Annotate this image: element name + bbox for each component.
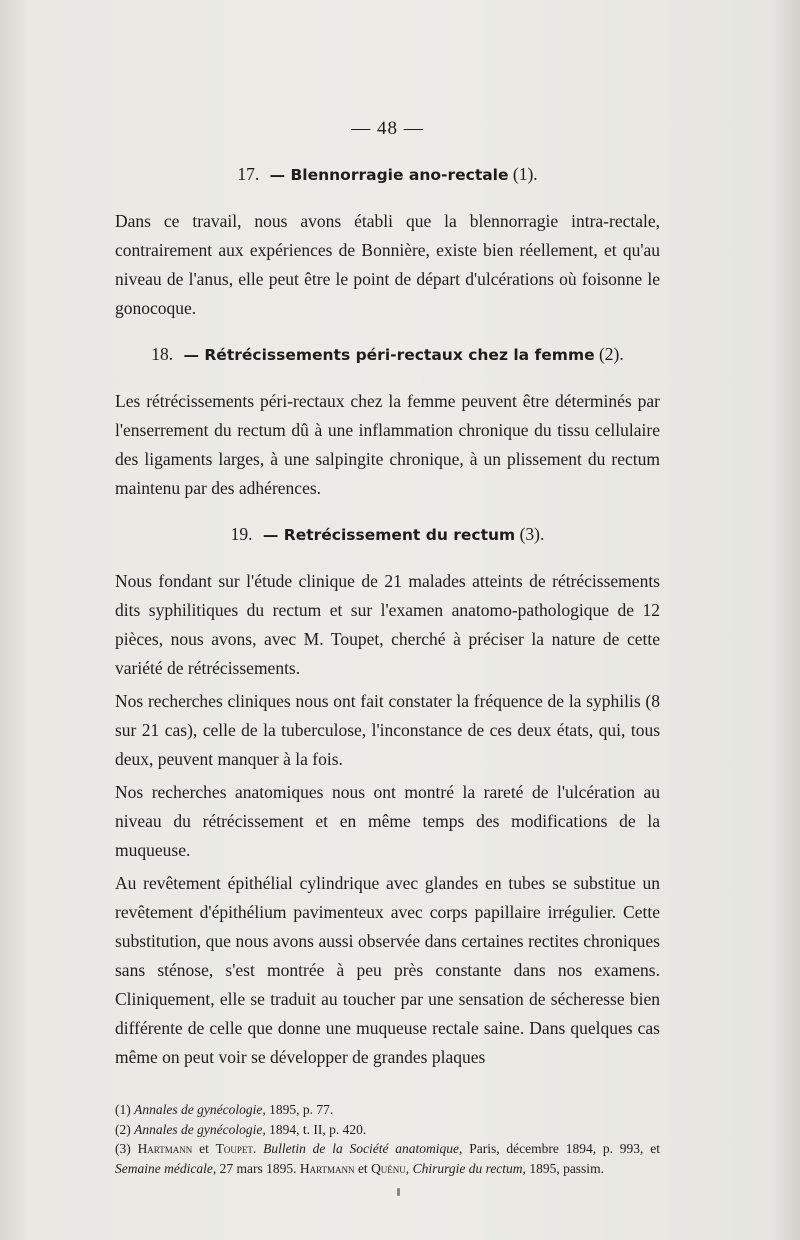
footnote-source: Annales de gynécologie, (134, 1102, 266, 1117)
section-number: 17. (237, 164, 260, 184)
page-number: — 48 — (351, 118, 424, 139)
footnote-detail: 1895, p. 77. (265, 1102, 334, 1117)
footnote-author: Quénu, (371, 1160, 410, 1176)
footnote-detail: 27 mars 1895. (216, 1160, 300, 1176)
footnote-author: Toupet. (215, 1141, 257, 1156)
footnote-source: Semaine médicale, (115, 1160, 217, 1176)
paragraph: Les rétrécissements péri-rectaux chez la femme peuvent être déterminés par l'enserrement du rectum dû à une inflammation chronique du tissu cellulaire des ligaments larges, à une salpingite chronique, à un plissement du rectum maintenu par des adhérences. (115, 391, 660, 498)
paper-speck (397, 1188, 400, 1196)
footnote-1 (115, 1100, 660, 1120)
section-footnote-ref: (3). (519, 524, 545, 544)
section-title: — Retrécissement du rectum (262, 526, 516, 544)
footnote-source: Bulletin de la Société anatomique, (256, 1141, 463, 1156)
footnote-detail: 1895, passim. (525, 1160, 604, 1176)
footnote-source: Chirurgie du rectum, (409, 1160, 526, 1176)
section-footnote-ref: (2). (598, 344, 624, 364)
paragraph: Dans ce travail, nous avons établi que la blennorragie intra-rectale, contrairement aux expériences de Bonnière, existe bien réellement, et qu'au niveau de l'anus, elle peut être le point de départ d'ulcérations où foisonne le gonocoque. (115, 211, 660, 318)
paragraph: Nous fondant sur l'étude clinique de 21 malades atteints de rétrécissements dits syphilitiques du rectum et sur l'examen anatomo-pathologique de 12 pièces, nous avons, avec M. Toupet, cherché à préciser la nature de cette variété de rétrécissements. (115, 571, 660, 678)
section-footnote-ref: (1). (512, 164, 538, 184)
section-heading-17 (115, 164, 660, 185)
paragraph: Au revêtement épithélial cylindrique avec glandes en tubes se substitue un revêtement d'épithélium pavimenteux avec corps papillaire irrégulier. Cette substitution, que nous avons aussi observée dans certaines rectites chroniques sans sténose, s'est montrée à peu près constante dans nos examens. Cliniquement, elle se traduit au toucher par une sensation de sécheresse bien différente de celle que donne une muqueuse rectale saine. Dans quelques cas même on peut voir se développer de grandes plaques (115, 873, 660, 1067)
section-title: — Blennorragie ano-rectale (269, 166, 509, 184)
footnote-author: Hartmann (137, 1141, 193, 1156)
footnote-mark: (1) (115, 1102, 131, 1117)
footnote-detail: Paris, décembre 1894, p. 993, et (462, 1141, 660, 1156)
footnote-source: Annales de gynécologie, (134, 1121, 266, 1137)
footnote-text: et (354, 1160, 372, 1176)
footnote-3 (115, 1139, 660, 1178)
footnotes (115, 1100, 660, 1178)
section-heading-19 (115, 524, 660, 545)
footnote-text: et (192, 1141, 216, 1156)
section-heading-18 (115, 344, 660, 365)
paragraph: Nos recherches anatomiques nous ont montré la rareté de l'ulcération au niveau du rétrécissement et en même temps des modifications de la muqueuse. (115, 782, 660, 860)
footnote-mark: (2) (115, 1121, 131, 1137)
section-number: 18. (151, 344, 174, 364)
page-content (115, 118, 660, 1178)
footnote-2 (115, 1120, 660, 1140)
paragraph: Nos recherches cliniques nous ont fait constater la fréquence de la syphilis (8 sur 21 cas), celle de la tuberculose, l'inconstance de ces deux états, qui, tous deux, peuvent manquer à la fois. (115, 691, 660, 769)
footnote-detail: 1894, t. II, p. 420. (265, 1121, 367, 1137)
footnote-mark: (3) (115, 1141, 131, 1156)
footnote-author: Hartmann (299, 1160, 355, 1176)
section-number: 19. (230, 524, 253, 544)
section-title: — Rétrécissements péri-rectaux chez la femme (183, 346, 595, 364)
